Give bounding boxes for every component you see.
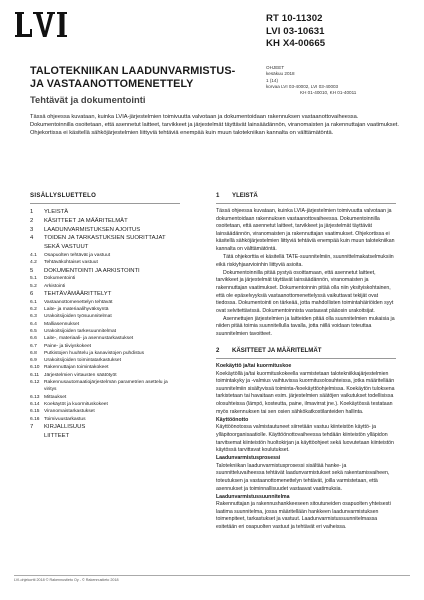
toc-item-label: LIITTEET xyxy=(44,432,70,439)
toc-item-number: 6.12 xyxy=(30,380,40,386)
toc-item xyxy=(30,321,180,328)
toc-item-label: Tehtäväkohtaiset vastuut xyxy=(44,260,98,266)
term-laadunvarmistussuunnitelma: Laadunvarmistussuunnitelma xyxy=(216,493,290,500)
toc-item xyxy=(30,208,180,217)
toc-item xyxy=(30,401,180,408)
section-divider xyxy=(216,358,396,359)
title-line-2: JA VASTAANOTTOMENETTELY xyxy=(30,77,194,90)
toc-item-label: Viranomaistarkastukset xyxy=(44,409,95,415)
toc-item-label: Dokumentointi xyxy=(44,276,76,282)
toc-item xyxy=(30,226,180,235)
definition-laadunvarmistussuunnitelma: Rakennuttajan ja rakennushankkeeseen sitoutuneiden osapuolten yhteisesti laatima suunnitelma, jossa määritellään hankkeen laadunvarmistuksen toimenpiteet, tarkastukset ja vastuut. Laadunvarmistussuunnitelmassa esitetään eri osapuolten vastuut ja tehtävät eri vaiheissa. xyxy=(216,501,391,531)
term-koekaytto: Koekäyttö ja/tai kuormituskoe xyxy=(216,363,292,370)
lvi-logo xyxy=(14,12,74,38)
term-laadunvarmistusprosessi: Laadunvarmistusprosessi xyxy=(216,455,281,462)
toc-item-number: 1 xyxy=(30,209,34,215)
toc-item-number: 6 xyxy=(30,290,34,297)
footer-divider xyxy=(14,575,410,576)
toc-item-label: Vastaanottomenettelyn tehtävät xyxy=(44,299,113,305)
toc-item-number: 6.16 xyxy=(30,416,40,422)
section-title: YLEISTÄ xyxy=(232,192,258,199)
toc-item xyxy=(30,217,180,226)
toc-item-number: 7 xyxy=(30,423,34,430)
toc-item xyxy=(30,275,180,282)
toc-item-number: 2 xyxy=(30,217,34,224)
doc-type: OHJEET xyxy=(266,65,285,70)
toc-item xyxy=(30,372,180,379)
toc-item xyxy=(30,416,180,423)
title-line-1: TALOTEKNIIKAN LAADUNVARMISTUS- xyxy=(30,65,236,77)
toc-item xyxy=(30,357,180,364)
intro-paragraph xyxy=(30,114,400,139)
toc-item-label: Laite- ja materiaalihyväksyntä xyxy=(44,307,109,313)
toc-item-label: Mittaukset xyxy=(44,394,67,400)
toc-list xyxy=(30,208,180,440)
toc-item xyxy=(30,343,180,350)
toc-item-label: YLEISTÄ xyxy=(44,209,69,215)
code-rt: RT 10-11302 xyxy=(266,13,323,24)
toc-item-label: Urakoitsijoiden tarkesuunnitelmat xyxy=(44,328,117,334)
table-of-contents xyxy=(30,192,180,440)
toc-item xyxy=(30,335,180,342)
toc-item xyxy=(30,328,180,335)
toc-item-label: TEHTÄVÄMÄÄRITTELYT xyxy=(44,290,112,297)
toc-item-label: TOIDEN JA TARKASTUKSIEN SUORITTAJAT SEKÄ VASTUUT xyxy=(44,235,166,251)
toc-item-label: Urakoitsijoiden toimintatarkastukset xyxy=(44,358,121,364)
toc-item-number: 6.2 xyxy=(30,307,37,313)
toc-item-number: 6.5 xyxy=(30,328,37,334)
toc-item xyxy=(30,252,180,259)
document-codes xyxy=(266,13,325,51)
toc-item-label: Laite-, materiaali- ja asennustarkastukset xyxy=(44,336,134,342)
section-title: KÄSITTEET JA MÄÄRITELMÄT xyxy=(232,347,322,355)
section-1-heading xyxy=(216,192,396,200)
toc-item-number: 4.2 xyxy=(30,260,37,266)
code-lvi: LVI 03-10631 xyxy=(266,25,325,37)
toc-item-number: 3 xyxy=(30,226,34,233)
toc-item-number: 5 xyxy=(30,267,34,274)
section-1-paragraph-3: Dokumentoinnilla pitää pystyä osoittamaan, että asennetut laitteet, tarvikkeet ja järjestelmät täyttävät lainsäädännön, viranomaisten ja rakennuttajan vaatimukset. Dokumentoinnin pitää olla niin yksityiskohtainen, että ole epäselvyyksiä vastaanottomenettelyssä vaikuttavat tekijät ovat tiedossa. Dokumentointi on tärkeää, jotta mahdollisten toimintahäiriöiden syyt ovat selvitettävissä. Dokumentoinnista vastaavat pääosin urakoitsijat. xyxy=(216,269,394,314)
section-2-heading xyxy=(216,347,396,355)
toc-item xyxy=(30,423,180,432)
toc-item-number: 5.2 xyxy=(30,283,37,289)
toc-item-label: Urakoitsijoiden työsuunnitelmat xyxy=(44,314,112,320)
toc-item-label: Arkistointi xyxy=(44,283,66,289)
section-1-paragraph-4: Asennettujen järjestelmien ja laitteiden pitää olla suunnitelmien mukaisia ja niiden pitää toimia suunnitellulla tavalla, jotta niillä voidaan toteuttaa suunnitelmien tavoitteet. xyxy=(216,315,395,337)
definition-kayttoonotto: Käyttöönotossa valmistautuneet siirretään vastuu kiinteistön käyttö- ja ylläpitoorganisaatiolle. Käyttöönottovaiheessa tehdään kiinteistön ylläpidon tarvitsemat kiinteistön huoltokirjan ja käyttöohjeet sekä luovutetaan kiinteistön käytössä tarvittavat koulutukset. xyxy=(216,424,394,454)
toc-title: SISÄLLYSLUETTELO xyxy=(30,192,97,199)
toc-item-label: Järjestelmien virtausten säätötyöt xyxy=(44,372,117,378)
toc-item-number: 6.9 xyxy=(30,358,37,364)
toc-item-label: KIRJALLISUUS xyxy=(44,423,86,430)
toc-item-label: DOKUMENTOINTI JA ARKISTOINTI xyxy=(44,267,140,274)
section-1-paragraph-1: Tässä ohjeessa kuvataan, kuinka LVIA-järjestelmien toimivuutta valvotaan ja dokumentoidaan rakennuksen vastaanottovaiheessa. Dokumentoinnilla osoitetaan, että asennetut laitteet, tarvikkeet ja järjestelmät täyttävät lainsäädännön, viranomaisten ja rakennuttajan vaatimukset. Ohjekortissa ei käsitellä sähköjärjestelmien liittyviä tehtäviä enempää kuin muun talotekniikan kannalta on välttämätöntä. xyxy=(216,208,395,252)
toc-item xyxy=(30,299,180,306)
toc-item-label: Malliasennukset xyxy=(44,321,80,327)
doc-replaces: korvaa LVI 03-40002, LVI 03-40003 xyxy=(266,83,339,89)
toc-item-number: 5.1 xyxy=(30,276,37,282)
content-column xyxy=(216,192,396,532)
doc-pages: 1 (14) xyxy=(266,77,279,83)
toc-item-number: 4.1 xyxy=(30,252,37,258)
toc-item-number: 6.3 xyxy=(30,314,37,320)
toc-item xyxy=(30,290,180,299)
toc-item-number: 6.14 xyxy=(30,401,40,407)
toc-item-number: 6.8 xyxy=(30,350,37,356)
definition-laadunvarmistusprosessi: Talotekniikan laadunvarmistusprosessi sisältää hanke- ja suunnitteluvaiheessa tehtävät laadunvarmistukset sekä rakentamisvaiheen, toteutuksen ja vastaanottomenettelyn tehtävät, joilla varmistetaan, että asennukset ja toiminnallisuudet vastaavat vaatimuksia. xyxy=(216,462,390,492)
toc-item-number: 6.1 xyxy=(30,299,37,305)
toc-item xyxy=(30,267,180,276)
definition-koekaytto: Koekäytöllä ja/tai kuormituskokeella varmistetaan talotekniikkajärjestelmien toimintakyky ja -valmius vaihtuvissa kuormitusolosuhteissa, jotka määritellään suunnitelmiin sisältyvissä toiminta-/koekäyttöohjelmissa. Koekäytön tuloksena tarkistetaan tai havaitaan esim. järjestelmien säätöjen vaikutukset todellisissa olosuhteissa (lämpö, kosteutta, paine, ilmavirrat jne.). Koekäytössä testataan myös rakennuksen tai sen osien sähkökatkostilanteiden hallinta. xyxy=(216,370,395,415)
toc-item-number: 6.11 xyxy=(30,372,40,378)
toc-item-number: 6.4 xyxy=(30,321,37,327)
toc-item-label: LAADUNVARMISTUKSEN AJOITUS xyxy=(44,226,141,233)
section-1-paragraph-2: Tätä ohjekorttia ei käsitellä TATE-suunnitelmiin, suunnittelmakatselmuksiin eikä riskiyhjaarvioinhin liittyviä asioita. xyxy=(216,254,394,268)
toc-item-number: 6.6 xyxy=(30,336,37,342)
toc-item-label: Rakennusautomaatiojärjestelmän parametrien asettelu ja viritys xyxy=(44,380,168,393)
toc-item xyxy=(30,234,180,252)
document-meta xyxy=(266,65,356,96)
toc-item xyxy=(30,306,180,313)
intro-text: Tässä ohjeessa kuvataan, kuinka LVIA-järjestelmien toimivuutta valvotaan ja dokumentoidaan rakennuksen vastaanottovaiheessa. Dokumentoinnilla osoitetaan, että asennetut laitteet, tarvikkeet ja järjestelmät täyttävät lainsäädännön, viranomaisten ja rakennuttajan vaatimukset. Ohjekortissa ei käsitellä sähköjärjestelmien liittyviä tehtäviä enempää kuin muun talotekniikan kannalta on välttämätöntä. xyxy=(30,114,399,136)
toc-item-number: 6.15 xyxy=(30,409,40,415)
toc-item-number xyxy=(30,432,44,441)
section-divider xyxy=(216,203,396,204)
toc-item xyxy=(30,408,180,415)
toc-item-label: Paine- ja tiiviyskokeet xyxy=(44,343,92,349)
section-number: 2 xyxy=(216,347,220,355)
toc-item xyxy=(30,350,180,357)
toc-divider xyxy=(30,203,180,204)
toc-item-label: Putkistojen huuhtelu ja kanavistojen puhdistus xyxy=(44,350,145,356)
document-title xyxy=(30,65,235,90)
doc-date: kesäkuu 2018 xyxy=(266,71,295,77)
term-kayttoonotto: Käyttöönotto xyxy=(216,416,249,423)
doc-replaces-2: KH 01-40010, KH 01-40011 xyxy=(300,90,357,96)
document-subtitle: Tehtävät ja dokumentointi xyxy=(30,94,146,105)
toc-item-label: Rakennuttajan toimintakokeet xyxy=(44,365,109,371)
code-kh: KH X4-00665 xyxy=(266,38,326,49)
page-footer: LVI-ohjekortti 2018 © Rakennustieto Oy - © Rakennustieto 2018 xyxy=(14,578,119,582)
section-number: 1 xyxy=(216,192,220,199)
toc-item-label: Koekäytöt ja kuormituskokeet xyxy=(44,401,108,407)
toc-item-label: Toimivuustarkastus xyxy=(44,416,86,422)
toc-item-label: Osapuolten tehtävät ja vastuut xyxy=(44,252,111,258)
toc-item-number: 6.7 xyxy=(30,343,37,349)
toc-item-label: KÄSITTEET JA MÄÄRITELMÄT xyxy=(44,217,128,224)
toc-item xyxy=(30,313,180,320)
toc-item xyxy=(30,283,180,290)
toc-item xyxy=(30,394,180,401)
toc-item-number: 6.13 xyxy=(30,394,40,400)
toc-item-number: 6.10 xyxy=(30,365,40,371)
toc-item xyxy=(30,364,180,371)
toc-item xyxy=(30,379,180,394)
toc-item xyxy=(30,432,180,441)
toc-item-number: 4 xyxy=(30,235,34,242)
toc-item xyxy=(30,259,180,266)
